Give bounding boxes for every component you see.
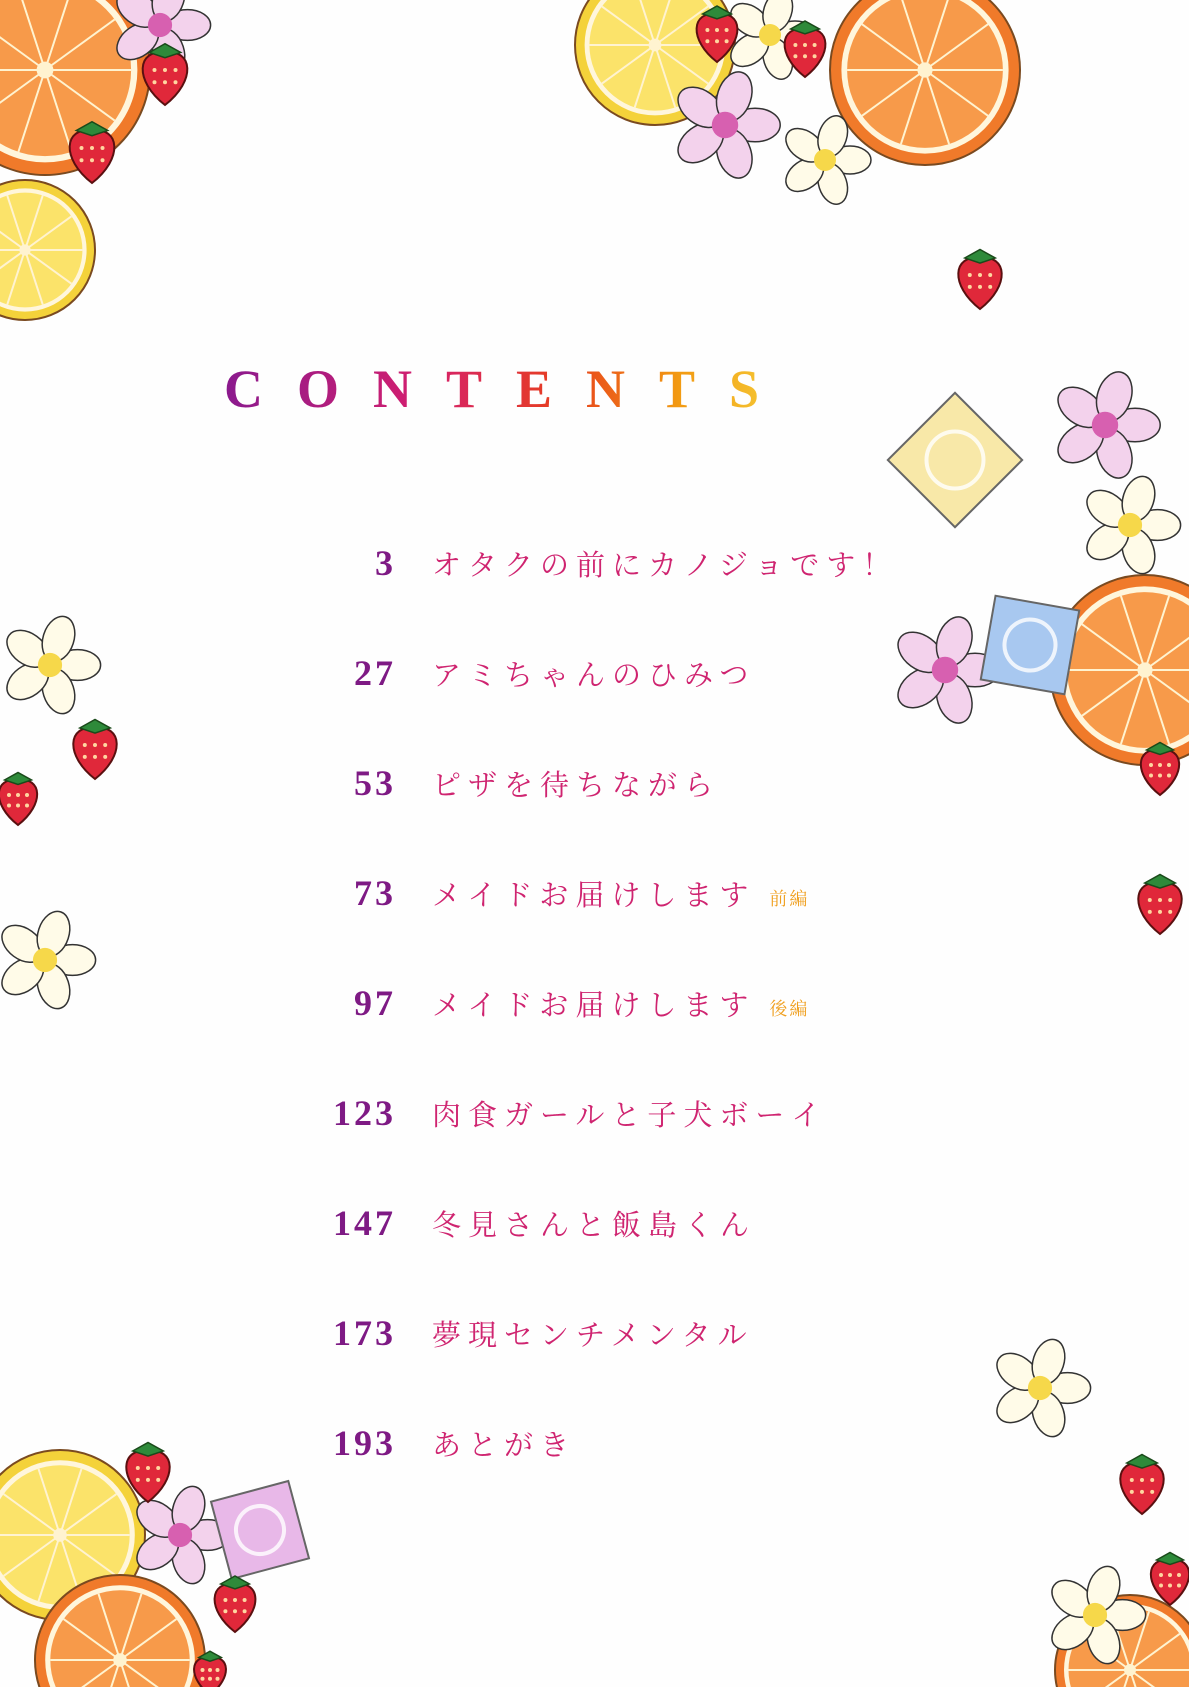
chapter-title — [432, 1313, 754, 1354]
chapter-title-text: 肉食ガールと子犬ボーイ — [432, 1097, 828, 1132]
page-number: 97 — [354, 983, 396, 1023]
page-number: 173 — [333, 1313, 396, 1353]
chapter-title — [432, 873, 809, 914]
page-number: 147 — [333, 1203, 396, 1243]
chapter-title — [432, 1203, 756, 1244]
toc-entry[interactable] — [0, 983, 1189, 1023]
page-number: 27 — [354, 653, 396, 693]
page-number: 53 — [354, 763, 396, 803]
toc-entry[interactable] — [0, 1203, 1189, 1243]
strawberry-icon — [194, 1651, 226, 1687]
strawberry-icon — [70, 122, 115, 183]
chapter-part: 前編 — [769, 888, 810, 910]
chapter-title-text: 冬見さんと飯島くん — [432, 1207, 757, 1242]
page-number: 123 — [333, 1093, 396, 1133]
toc-entry[interactable] — [0, 653, 1189, 693]
strawberry-icon — [958, 250, 1001, 310]
chapter-title-text: オタクの前にカノジョです！ — [432, 547, 899, 582]
strawberry-icon — [143, 44, 188, 105]
chapter-part: 後編 — [769, 998, 810, 1020]
wrapper-icon — [888, 393, 1022, 527]
page-number: 193 — [333, 1423, 396, 1463]
page-number: 3 — [375, 543, 396, 583]
toc-entry[interactable] — [0, 873, 1189, 913]
lemon-icon — [0, 180, 95, 320]
chapter-title — [432, 653, 755, 694]
wrapper-icon — [211, 1481, 309, 1579]
orange-icon — [830, 0, 1020, 165]
strawberry-icon — [215, 1576, 256, 1632]
toc-entry[interactable] — [0, 543, 1189, 583]
toc-entry[interactable] — [0, 1313, 1189, 1353]
toc-entry[interactable] — [0, 1423, 1189, 1463]
chapter-title-text: 夢現センチメンタル — [432, 1317, 754, 1352]
chapter-title — [432, 763, 720, 804]
chapter-title-text: アミちゃんのひみつ — [432, 657, 756, 692]
chapter-title-text: メイドお届けします — [432, 877, 756, 912]
strawberry-icon — [1151, 1553, 1189, 1606]
chapter-title-text: メイドお届けします — [432, 987, 756, 1022]
chapter-title-text: あとがき — [432, 1427, 577, 1462]
strawberry-icon — [1120, 1455, 1163, 1515]
chapter-title — [432, 1423, 576, 1464]
chapter-title — [432, 543, 898, 584]
chapter-title — [432, 1093, 827, 1134]
chapter-title — [432, 983, 809, 1024]
chapter-title-text: ピザを待ちながら — [432, 767, 721, 802]
toc-entry[interactable] — [0, 763, 1189, 803]
page-title: CONTENTS — [224, 359, 794, 419]
toc-entry[interactable] — [0, 1093, 1189, 1133]
page-number: 73 — [354, 873, 396, 913]
pink-flower-icon — [1050, 367, 1160, 482]
